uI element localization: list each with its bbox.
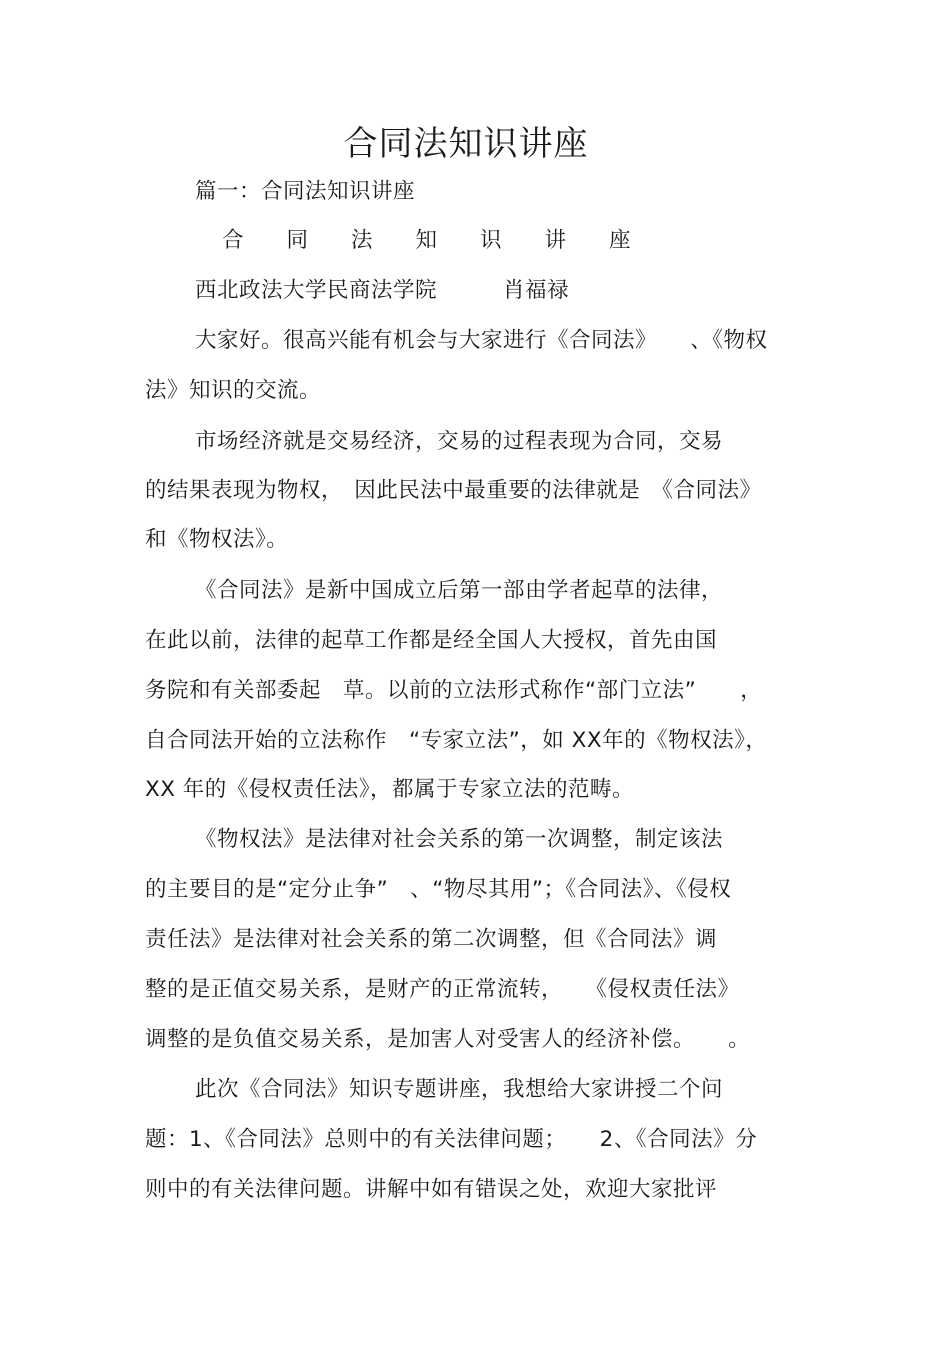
paragraph-line: XX 年的《侵权责任法》，都属于专家立法的范畴。 [145,777,635,802]
paragraph-line: 自合同法开始的立法称作 “专家立法”，如 XX年的《物权法》， [145,728,768,753]
paragraph-line: 题：1、《合同法》总则中的有关法律问题； 2、《合同法》分 [145,1127,758,1152]
paragraph-line: 的结果表现为物权， 因此民法中最重要的法律就是 《合同法》 [145,478,762,503]
paragraph-line: 责任法》是法律对社会关系的第二次调整，但《合同法》调 [145,927,718,952]
lecture-subtitle: 合 同 法 知 识 讲 座 [222,228,631,253]
paragraph-line: 大家好。很高兴能有机会与大家进行《合同法》 、《物权 [195,328,768,353]
paragraph-line: 法》知识的交流。 [145,378,322,403]
paragraph-line: 整的是正值交易关系，是财产的正常流转， 《侵权责任法》 [145,977,740,1002]
paragraph-line: 市场经济就是交易经济，交易的过程表现为合同，交易 [195,429,724,454]
paragraph-line: 调整的是负值交易关系，是加害人对受害人的经济补偿。 。 [145,1027,751,1052]
page-title: 合同法知识讲座 [343,124,589,164]
paragraph-line: 务院和有关部委起 草。以前的立法形式称作“部门立法” ， [145,678,763,703]
chapter-heading: 篇一：合同法知识讲座 [195,179,416,204]
paragraph-line: 此次《合同法》知识专题讲座，我想给大家讲授二个问 [195,1077,724,1102]
paragraph-line: 在此以前，法律的起草工作都是经全国人大授权，首先由国 [145,628,718,653]
paragraph-line: 的主要目的是“定分止争” 、“物尽其用”；《合同法》、《侵权 [145,877,732,902]
paragraph-line: 《物权法》是法律对社会关系的第一次调整，制定该法 [195,827,724,852]
paragraph-line: 则中的有关法律问题。讲解中如有错误之处，欢迎大家批评 [145,1177,718,1202]
paragraph-line: 《合同法》是新中国成立后第一部由学者起草的法律， [195,578,724,603]
paragraph-line: 和《物权法》。 [145,527,289,552]
author-line: 西北政法大学民商法学院 肖福禄 [195,278,570,303]
